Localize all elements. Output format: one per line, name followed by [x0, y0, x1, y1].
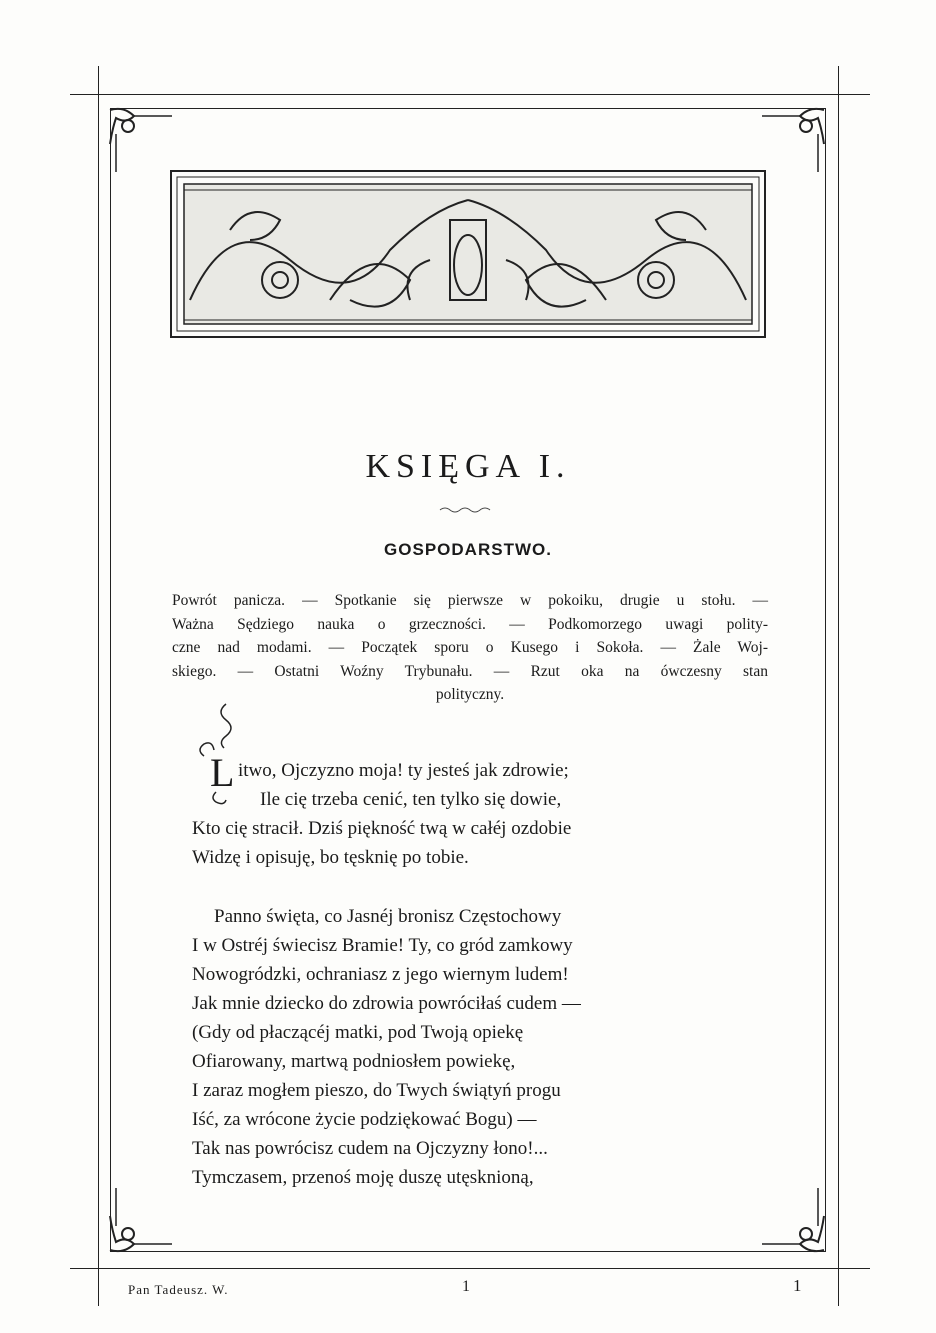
- corner-ornament-icon: [104, 1186, 174, 1256]
- verse-line: Iść, za wrócone życie podziękować Bogu) —: [192, 1109, 537, 1130]
- verse-line: I zaraz mogłem pieszo, do Twych świątyń progu: [192, 1080, 561, 1101]
- verse-line: Nowogródzki, ochraniasz z jego wiernym ludem!: [192, 964, 569, 985]
- corner-ornament-icon: [104, 104, 174, 174]
- verse-line: Jak mnie dziecko do zdrowia powróciłaś cudem —: [192, 993, 581, 1014]
- summary-line: Powrót panicza. — Spotkanie się pierwsze w pokoiku, drugie u stołu. —: [172, 592, 768, 609]
- verse-line: itwo, Ojczyzno moja! ty jesteś jak zdrowie;: [238, 760, 569, 781]
- summary-line: Ważna Sędziego nauka o grzeczności. — Podkomorzego uwagi polity-: [172, 615, 768, 633]
- corner-ornament-icon: [760, 1186, 830, 1256]
- section-heading: GOSPODARSTWO.: [384, 540, 552, 559]
- right-rule: [838, 66, 839, 1306]
- summary-line: skiego. — Ostatni Woźny Trybunału. — Rzut oka na ówczesny stan: [172, 662, 768, 680]
- bottom-rule: [70, 1268, 870, 1269]
- ornamental-header-banner: [170, 170, 766, 338]
- title-divider-flourish: [438, 505, 498, 515]
- top-rule: [70, 94, 870, 95]
- verse-line: Ile cię trzeba cenić, ten tylko się dowie,: [260, 789, 562, 810]
- left-rule: [98, 66, 99, 1306]
- drop-cap-letter: L: [210, 750, 235, 795]
- verse-stanza-2: [192, 902, 581, 1192]
- summary-line: czne nad modami. — Początek sporu o Kusego i Sokoła. — Żale Woj-: [172, 639, 768, 656]
- verse-line: Ofiarowany, martwą podniosłem powiekę,: [192, 1051, 516, 1072]
- verse-line: I w Ostréj świecisz Bramie! Ty, co gród zamkowy: [192, 935, 573, 956]
- verse-line: Tak nas powrócisz cudem na Ojczyzny łono!...: [192, 1138, 548, 1159]
- corner-ornament-icon: [760, 104, 830, 174]
- book-title: KSIĘGA I.: [365, 448, 571, 485]
- verse-line: Widzę i opisuję, bo tęsknię po tobie.: [192, 847, 469, 868]
- verse-line: (Gdy od płaczącéj matki, pod Twoją opiekę: [192, 1022, 524, 1043]
- summary-line: polityczny.: [435, 686, 505, 703]
- verse-line: Kto cię stracił. Dziś piękność twą w całéj ozdobie: [192, 818, 572, 839]
- printer-signature: Pan Tadeusz. W.: [128, 1282, 229, 1297]
- verse-line: Panno święta, co Jasnéj bronisz Częstochowy: [214, 906, 562, 927]
- verse-line: Tymczasem, przenoś moję duszę utęsknioną,: [192, 1167, 534, 1188]
- page-number: 1: [793, 1276, 802, 1295]
- verse-stanza-1: [192, 756, 571, 872]
- sheet-mark: 1: [462, 1278, 470, 1295]
- chapter-summary: [172, 589, 768, 707]
